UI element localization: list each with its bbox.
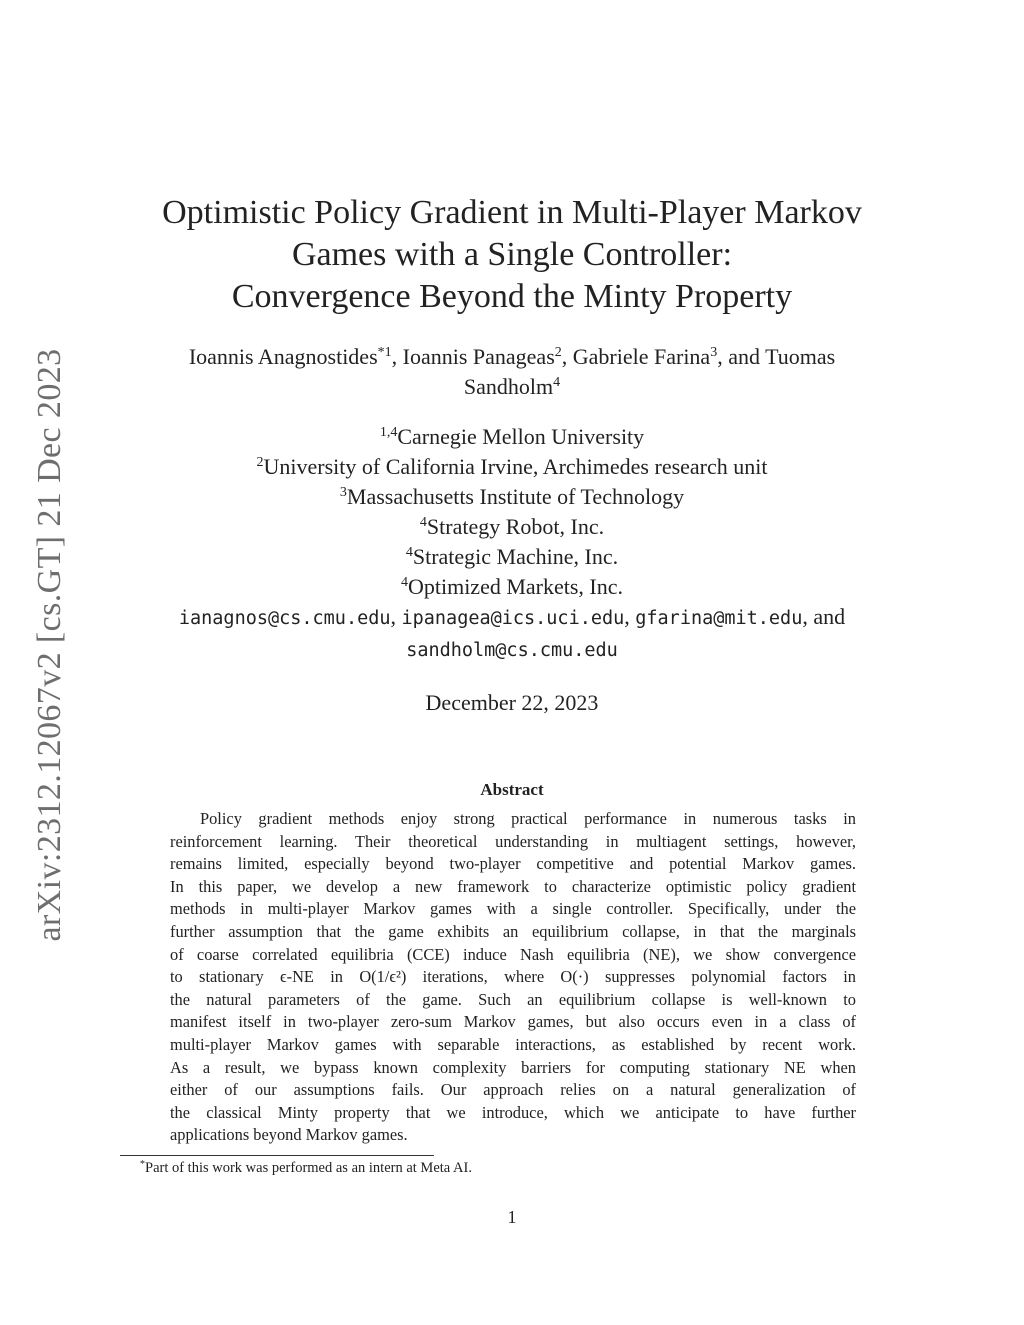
abstract-heading: Abstract <box>480 780 544 799</box>
affiliation-mark: 4 <box>405 545 413 560</box>
affiliation-name: Strategic Machine, Inc. <box>412 544 619 569</box>
affiliation-list <box>130 422 894 602</box>
author-name: Sandholm <box>463 374 554 399</box>
author-separator: , <box>561 344 573 369</box>
affiliation-mark: 4 <box>400 575 408 590</box>
author-line <box>130 372 894 402</box>
email-address: ianagnos@cs.cmu.edu <box>178 608 391 629</box>
abstract-line: to stationary ϵ-NE in O(1/ϵ²) iterations, where O(·) suppresses polynomial factors in <box>170 967 856 987</box>
abstract-line: As a result, we bypass known complexity barriers for computing stationary NE when <box>170 1057 856 1077</box>
affiliation-name: Massachusetts Institute of Technology <box>346 484 685 509</box>
abstract-line: methods in multi-player Markov games with a single controller. Specifically, under the <box>170 899 856 919</box>
author-separator: , <box>391 344 403 369</box>
author-list <box>130 342 894 402</box>
affiliation-name: Optimized Markets, Inc. <box>407 574 624 599</box>
author-affiliation-mark: *1 <box>377 345 392 360</box>
email-separator: , <box>624 604 636 629</box>
abstract-line: either of our assumptions fails. Our approach relies on a natural generalization of <box>170 1080 856 1100</box>
affiliation <box>130 422 894 452</box>
arxiv-identifier-stamp: arXiv:2312.12067v2 [cs.GT] 21 Dec 2023 <box>31 348 68 942</box>
affiliation-mark: 2 <box>256 455 264 470</box>
affiliation <box>130 512 894 542</box>
affiliation <box>130 482 894 512</box>
author-affiliation-mark: 4 <box>553 375 561 390</box>
author-affiliation-mark: 3 <box>710 345 718 360</box>
abstract-line: the classical Minty property that we introduce, which we anticipate to have further <box>170 1102 856 1122</box>
title-line: Convergence Beyond the Minty Property <box>231 278 793 315</box>
email-line <box>130 602 894 634</box>
footnote <box>140 1160 472 1177</box>
abstract-line: further assumption that the game exhibits an equilibrium collapse, in that the marginals <box>170 921 856 941</box>
affiliation-name: Carnegie Mellon University <box>397 424 645 449</box>
affiliation-name: Strategy Robot, Inc. <box>426 514 605 539</box>
title-line: Games with a Single Controller: <box>291 236 733 273</box>
email-separator: , <box>390 604 402 629</box>
email-line <box>130 634 894 666</box>
page-number: 1 <box>507 1207 517 1227</box>
abstract-line: the natural parameters of the game. Such an equilibrium collapse is well-known to <box>170 989 856 1009</box>
affiliation <box>130 452 894 482</box>
email-address: gfarina@mit.edu <box>635 608 803 629</box>
footnote-text: Part of this work was performed as an intern at Meta AI. <box>145 1160 472 1176</box>
affiliation-mark: 1,4 <box>379 425 398 440</box>
author-name: Ioannis Anagnostides <box>188 344 378 369</box>
abstract-line: multi-player Markov games with separable interactions, as established by recent work. <box>170 1034 856 1054</box>
abstract-line: applications beyond Markov games. <box>170 1125 408 1145</box>
footnote-rule <box>120 1155 434 1156</box>
abstract-line: reinforcement learning. Their theoretical understanding in multiagent settings, however, <box>170 831 856 851</box>
author-line <box>130 342 894 372</box>
abstract-line: In this paper, we develop a new framework to characterize optimistic policy gradient <box>170 876 856 896</box>
email-address: ipanagea@ics.uci.edu <box>401 608 625 629</box>
email-list <box>130 602 894 666</box>
author-name: Ioannis Panageas <box>402 344 555 369</box>
affiliation <box>130 572 894 602</box>
author-separator: , and Tuomas <box>717 344 836 369</box>
affiliation <box>130 542 894 572</box>
author-name: Gabriele Farina <box>572 344 711 369</box>
author-affiliation-mark: 2 <box>554 345 562 360</box>
abstract-line: of coarse correlated equilibria (CCE) induce Nash equilibria (NE), we show convergence <box>170 944 856 964</box>
abstract-line: remains limited, especially beyond two-player competitive and potential Markov games. <box>170 854 856 874</box>
paper-title <box>140 192 884 318</box>
email-address: sandholm@cs.cmu.edu <box>406 640 618 661</box>
affiliation-mark: 4 <box>419 515 427 530</box>
affiliation-name: University of California Irvine, Archimedes research unit <box>263 454 768 479</box>
title-line: Optimistic Policy Gradient in Multi-Player Markov <box>162 194 862 231</box>
abstract-line: manifest itself in two-player zero-sum Markov games, but also occurs even in a class of <box>170 1012 856 1032</box>
footnote-mark: * <box>140 1159 145 1170</box>
abstract-line: Policy gradient methods enjoy strong practical performance in numerous tasks in <box>200 809 856 828</box>
publication-date: December 22, 2023 <box>425 690 599 715</box>
email-separator: , and <box>802 604 846 629</box>
affiliation-mark: 3 <box>339 485 347 500</box>
abstract-body <box>170 808 856 1147</box>
